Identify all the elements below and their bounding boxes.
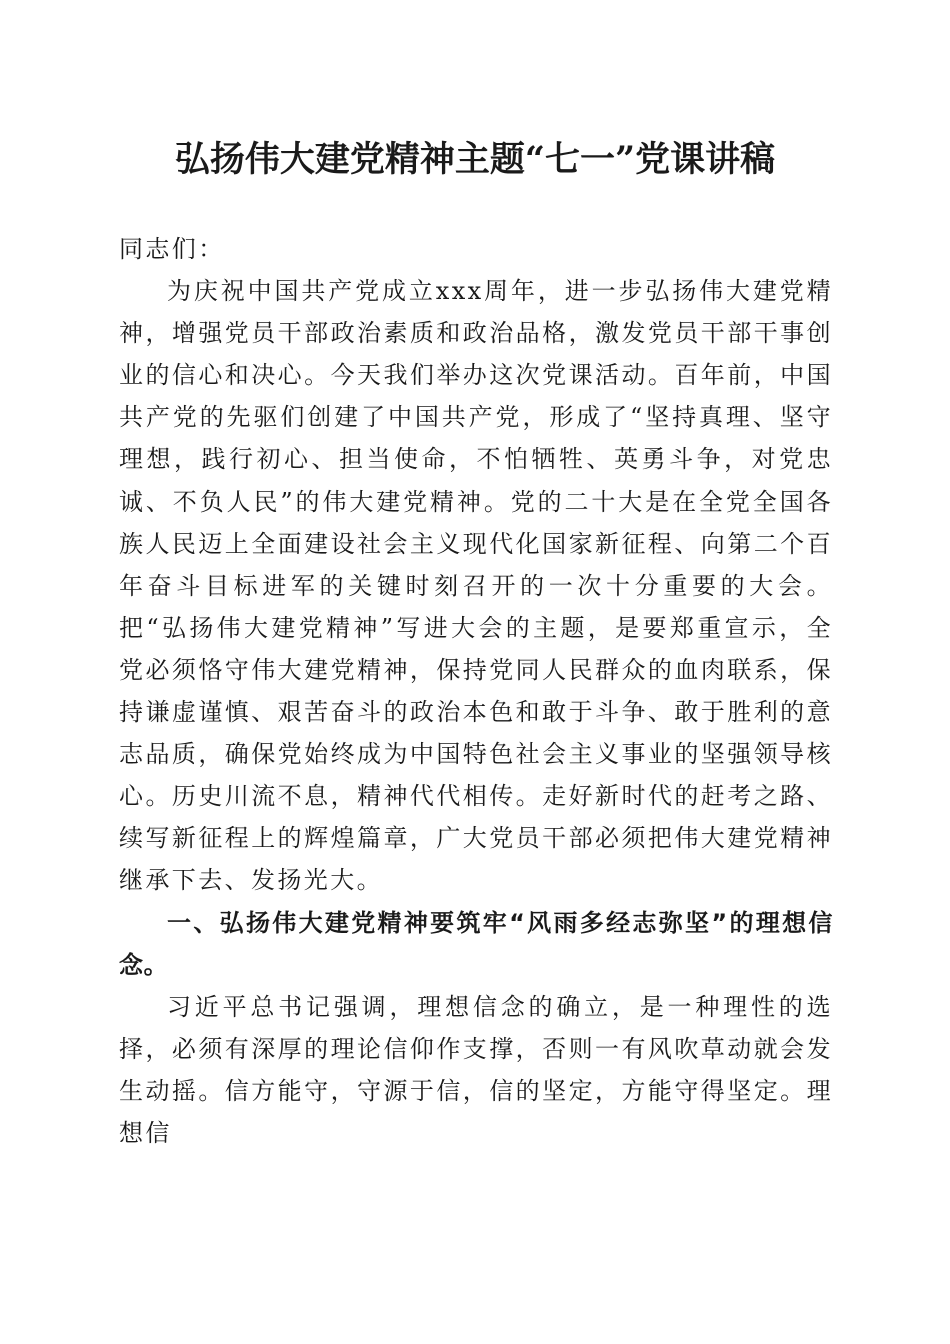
- paragraph-section-1: 习近平总书记强调，理想信念的确立，是一种理性的选择，必须有深厚的理论信仰作支撑，否则一有风吹草动就会发生动摇。信方能守，守源于信，信的坚定，方能守得坚定。理想信: [119, 992, 833, 1147]
- greeting: 同志们：: [119, 235, 225, 263]
- paragraph-intro: 为庆祝中国共产党成立xxx周年，进一步弘扬伟大建党精神，增强党员干部政治素质和政治品格，激发党员干部干事创业的信心和决心。今天我们举办这次党课活动。百年前，中国共产党的先驱们创建了中国共产党，形成了“坚持真理、坚守理想，践行初心、担当使命，不怕牺牲、英勇斗争，对党忠诚、不负人民”的伟大建党精神。党的二十大是在全党全国各族人民迈上全面建设社会主义现代化国家新征程、向第二个百年奋斗目标进军的关键时刻召开的一次十分重要的大会。把“弘扬伟大建党精神”写进大会的主题，是要郑重宣示，全党必须恪守伟大建党精神，保持党同人民群众的血肉联系，保持谦虚谨慎、艰苦奋斗的政治本色和敢于斗争、敢于胜利的意志品质，确保党始终成为中国特色社会主义事业的坚强领导核心。历史川流不息，精神代代相传。走好新时代的赶考之路、续写新征程上的辉煌篇章，广大党员干部必须把伟大建党精神继承下去、发扬光大。: [119, 277, 833, 895]
- document-title: 弘扬伟大建党精神主题“七一”党课讲稿: [174, 139, 776, 180]
- section-heading-1: 一、弘扬伟大建党精神要筑牢“风雨多经志弥坚”的理想信念。: [119, 908, 833, 979]
- document-body: [119, 228, 833, 1154]
